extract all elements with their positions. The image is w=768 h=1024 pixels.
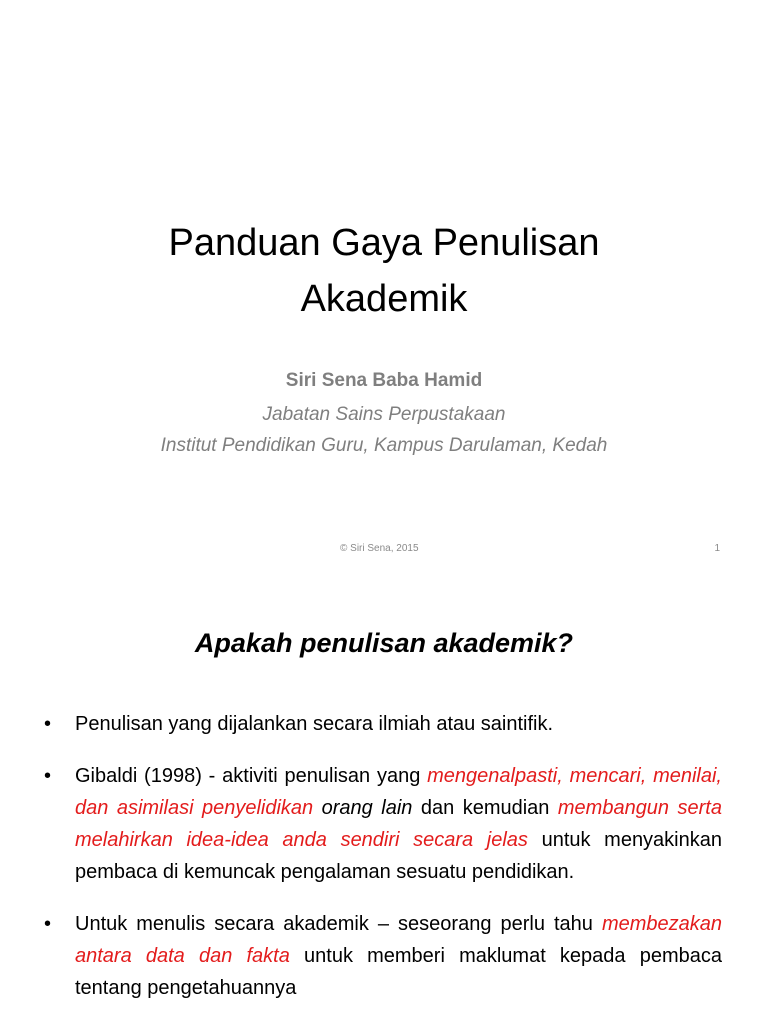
slide-2-title: Apakah penulisan akademik? [194, 628, 574, 658]
bullet-2-text-3: untuk menyakinkan pembaca di kemuncak pengalaman sesuatu pendidikan. [75, 829, 722, 883]
bullet-list [44, 708, 722, 1024]
slide-title [0, 215, 768, 327]
bullet-item-3 [44, 908, 722, 1004]
title-line-1: Panduan Gaya Penulisan [168, 222, 600, 265]
bullet-2-text-space-2 [327, 829, 341, 851]
bullet-2-italic: orang lain [321, 797, 413, 819]
bullet-2-highlight-3: sendiri secara jelas [340, 829, 528, 851]
bullet-3-highlight: membezakan antara data dan fakta [75, 913, 722, 967]
bullet-3-text-2: untuk memberi maklumat kepada pembaca tentang pengetahuannya [75, 945, 722, 999]
bullet-2-highlight-2: membangun serta melahirkan idea-idea anda [75, 797, 722, 851]
affiliation-department: Jabatan Sains Perpustakaan [262, 404, 506, 425]
footer-copyright: © Siri Sena, 2015 [340, 543, 419, 554]
bullet-2-text-2: dan kemudian [412, 797, 558, 819]
bullet-dot: • [44, 765, 52, 787]
bullet-dot: • [44, 713, 52, 735]
bullet-1-text: Penulisan yang dijalankan secara ilmiah atau saintifik. [75, 713, 554, 735]
author-name: Siri Sena Baba Hamid [285, 370, 483, 391]
affiliation-institute: Institut Pendidikan Guru, Kampus Darulaman, Kedah [160, 435, 608, 456]
title-line-2: Akademik [300, 278, 468, 321]
bullet-2-text-space [313, 797, 321, 819]
bullet-dot: • [44, 913, 52, 935]
bullet-2-text: Gibaldi (1998) - aktiviti penulisan yang [75, 765, 428, 787]
bullet-item-2 [44, 760, 722, 888]
page-number: 1 [714, 543, 720, 554]
slide-2 [0, 576, 768, 1024]
bullet-item-1 [44, 708, 722, 740]
bullet-2-highlight-1: mengenalpasti, mencari, menilai, dan asimilasi penyelidikan [75, 765, 722, 819]
bullet-3-text: Untuk menulis secara akademik – seseorang perlu tahu [75, 913, 602, 935]
